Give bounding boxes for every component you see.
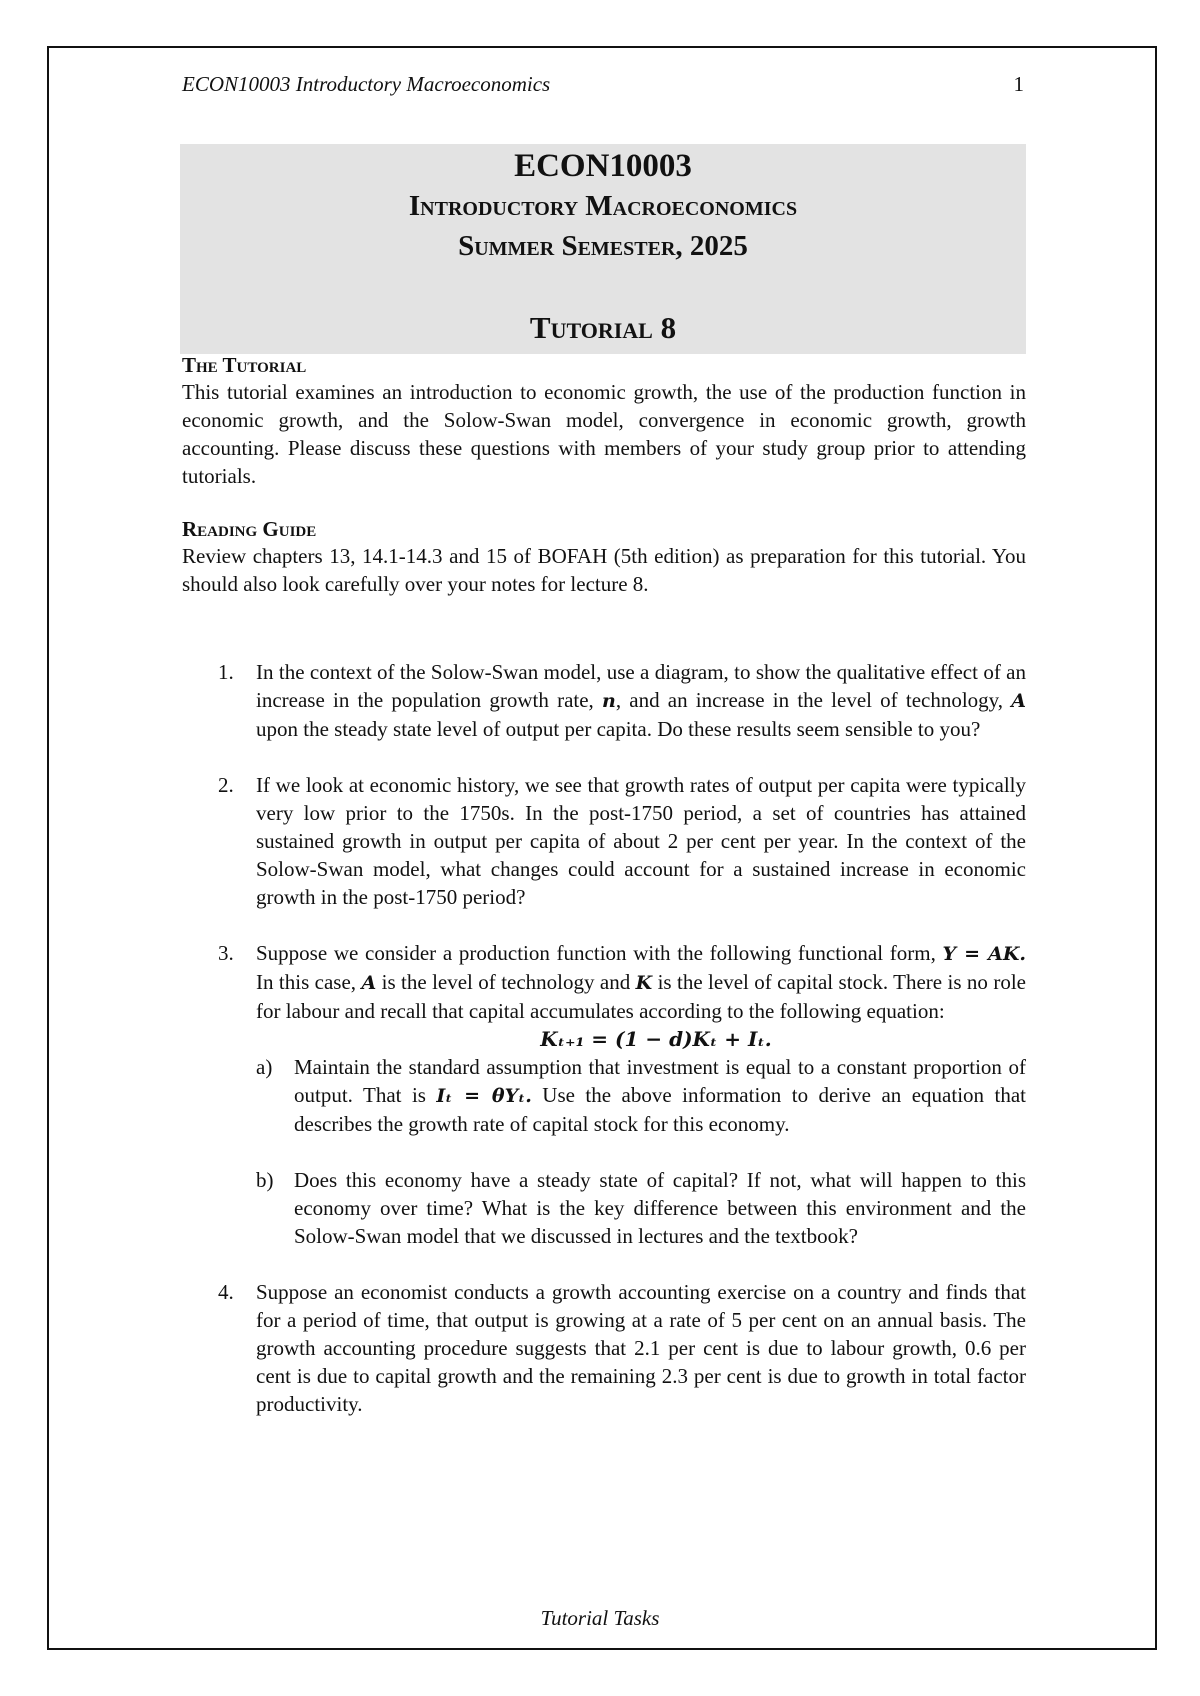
question-text-part: In the context of the Solow-Swan model, use a diagram, to show the qualitative effect of an increase in the population growth rate, bbox=[256, 660, 1026, 712]
question-text bbox=[256, 658, 1026, 743]
document-body bbox=[182, 352, 1026, 1446]
question-3 bbox=[182, 939, 1026, 1250]
semester-title: Summer Semester, 2025 bbox=[458, 230, 748, 262]
symbol-A: A bbox=[361, 972, 377, 994]
sub-question-list bbox=[256, 1053, 1026, 1250]
sub-question-text: Maintain the standard assumption that investment is equal to a constant proportion of output. That is bbox=[294, 1055, 1026, 1107]
question-number: 3. bbox=[218, 941, 234, 965]
sub-question-text: Use the above information to derive an equation that describes the growth rate of capital stock for this economy. bbox=[294, 1083, 1027, 1136]
question-list bbox=[182, 658, 1026, 1418]
capital-accumulation-equation: Kₜ₊₁ = (1 − d)Kₜ + Iₜ. bbox=[540, 1027, 772, 1051]
reading-guide-text: Review chapters 13, 14.1-14.3 and 15 of BOFAH (5th edition) as preparation for this tutorial. You should also look carefully over your notes for lecture 8. bbox=[182, 544, 1026, 596]
question-text bbox=[256, 939, 1026, 1025]
question-number: 4. bbox=[218, 1280, 234, 1304]
question-4 bbox=[182, 1278, 1026, 1418]
course-code: ECON10003 bbox=[514, 148, 692, 184]
course-title: Introductory Macroeconomics bbox=[408, 190, 798, 222]
question-text: Suppose an economist conducts a growth accounting exercise on a country and finds that for a period of time, that output is growing at a rate of 5 per cent on an annual basis. The growth accounting procedure suggests that 2.1 per cent is due to labour growth, 0.6 per cent is due to capital growth and the remaining 2.3 per cent is due to growth in total factor productivity. bbox=[256, 1280, 1026, 1416]
question-text-part: is the level of capital stock. There is no role for labour and recall that capital accumulates according to the following equation: bbox=[256, 970, 1026, 1023]
question-text: If we look at economic history, we see that growth rates of output per capita were typically very low prior to the 1750s. In the post-1750 period, a set of countries has attained sustained growth in output per capita of about 2 per cent per year. In the context of the Solow-Swan model, what changes could account for a sustained increase in economic growth in the post-1750 period? bbox=[256, 773, 1026, 909]
tutorial-description: This tutorial examines an introduction to economic growth, the use of the production function in economic growth, and the Solow-Swan model, convergence in economic growth, growth accounting. Please discuss these questions with members of your study group prior to attending tutorials. bbox=[182, 380, 1026, 488]
symbol-K: K bbox=[635, 972, 653, 994]
tutorial-heading: The Tutorial bbox=[182, 353, 307, 377]
sub-question-label: a) bbox=[256, 1055, 273, 1079]
question-number: 2. bbox=[218, 773, 234, 797]
sub-question-text: Does this economy have a steady state of capital? If not, what will happen to this economy over time? What is the key difference between this environment and the Solow-Swan model that we discussed in lectures and the textbook? bbox=[294, 1168, 1026, 1248]
sub-question-label: b) bbox=[256, 1168, 274, 1192]
running-footer: Tutorial Tasks bbox=[540, 1606, 660, 1630]
question-2 bbox=[182, 771, 1026, 911]
tutorial-title: Tutorial 8 bbox=[529, 310, 677, 345]
question-text-part: is the level of technology and bbox=[376, 970, 636, 994]
question-text-part: In this case, bbox=[256, 970, 362, 994]
reading-guide-heading: Reading Guide bbox=[182, 517, 317, 541]
production-function-formula: Y = AK. bbox=[942, 943, 1026, 965]
sub-question-a bbox=[256, 1053, 1026, 1138]
question-text-part: upon the steady state level of output per capita. Do these results seem sensible to you? bbox=[256, 717, 981, 741]
symbol-A: A bbox=[1011, 690, 1027, 712]
title-block bbox=[180, 144, 1026, 354]
question-text-part: Suppose we consider a production function with the following functional form, bbox=[256, 941, 943, 965]
question-text-part: , and an increase in the level of technology, bbox=[615, 688, 1012, 712]
question-1 bbox=[182, 658, 1026, 743]
question-number: 1. bbox=[218, 660, 234, 684]
investment-formula: Iₜ = θYₜ. bbox=[436, 1085, 532, 1107]
sub-question-b bbox=[256, 1166, 1026, 1250]
page-number: 1 bbox=[1013, 72, 1024, 96]
symbol-n: n bbox=[602, 690, 616, 712]
running-header: ECON10003 Introductory Macroeconomics bbox=[182, 72, 551, 96]
